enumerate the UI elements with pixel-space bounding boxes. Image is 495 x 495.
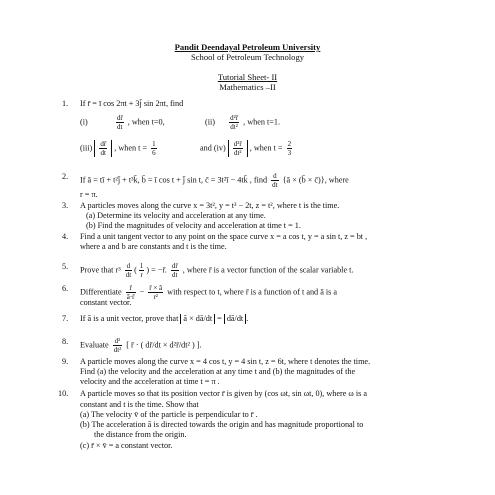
q5-tail: , where r̄ is a vector function of the scalar variable t. (182, 265, 354, 275)
q3-part-a: (a) Determine its velocity and acceleration at any time. (86, 211, 266, 220)
q1-p3-frac (99, 140, 107, 157)
q2-text (80, 172, 349, 189)
q7-rhs: dā/dt (224, 314, 246, 324)
q1-part-i (80, 114, 165, 131)
q10-text: A particle moves so that its position vector r̄ is given by (cos ωt, sin ωt, 0), where ω is a (80, 389, 367, 398)
q2-number: 2. (62, 172, 69, 181)
q1-p4-frac (233, 140, 243, 157)
q1-part-ii-derivative (229, 114, 239, 131)
q1-part-iii-abs (94, 140, 112, 157)
q5-reciprocal (139, 262, 145, 279)
q7-eq: = (217, 314, 222, 323)
q1-p2-num: d²r̄ (230, 114, 239, 122)
q6-continuation: constant vector. (80, 298, 132, 307)
q2-d-num: d (273, 172, 277, 180)
q10-part-a: (a) The velocity v̄ of the particle is perpendicular to r̄ . (80, 410, 258, 419)
q6-f1-num: r̄ (126, 284, 136, 293)
q8-pre: Evaluate (80, 340, 109, 350)
q1-p1-den: dt (117, 123, 123, 131)
q1-p1-num: dr̄ (116, 114, 123, 122)
q8-d-num: d² (114, 337, 121, 345)
q7-lhs: ā × dā/dt (180, 314, 215, 324)
q1-part-iv-abs (228, 140, 248, 157)
q9-text: A particle moves along the curve x = 4 cos t, y = 4 sin t, z = 6t, where t denotes the time. (80, 357, 371, 366)
q1-p4-den: dt² (233, 149, 242, 157)
q6-frac2 (148, 284, 163, 301)
sheet-title: Tutorial Sheet- II (217, 72, 278, 82)
q8-derivative (113, 337, 123, 354)
q5-dr-dt (171, 262, 179, 279)
q5-d-den: dt (125, 271, 132, 279)
q6-number: 6. (62, 284, 69, 293)
q4-number: 4. (62, 232, 69, 241)
q6-f2-den: r² (153, 293, 158, 301)
q1-p2-text: , when t=1. (243, 117, 281, 127)
q1-p4-val-num: 2 (287, 140, 292, 148)
q8-body: [ r̄ · ( dr̄/dt × d²r̄/dt² ) ]. (126, 340, 202, 350)
q1-p3-text: , when t = (114, 143, 148, 153)
q1-p4-value (287, 140, 293, 157)
q1-p1-text: , when t=0, (127, 117, 165, 127)
q8-text (80, 337, 202, 354)
q2-stem: If ā = tī + t²j̄ + t³k̄, b̄ = ī cos t + j̄ sin t, c̄ = 3t²ī − 4tk̄ , find (80, 175, 268, 185)
q7-pre: If ā is a unit vector, prove that (80, 314, 179, 323)
q5-text (80, 262, 353, 279)
q5-dr-den: dt (172, 271, 178, 279)
q6-tail: with respect to t, where r̄ is a function of t and ā is a (167, 287, 338, 297)
q2-derivative (271, 172, 278, 189)
q1-part-iii-tag: (iii) (80, 143, 93, 153)
q1-part-i-tag: (i) (80, 117, 88, 127)
q6-minus: − (139, 287, 145, 297)
q1-part-ii-tag: (ii) (205, 117, 216, 127)
q9-continuation-1: Find (a) the velocity and the acceleration at any time t and (b) the magnitudes of the (80, 367, 356, 376)
q2-tail: {ā × (b̄ × c̄)}, where (282, 175, 349, 185)
q3-number: 3. (62, 201, 69, 210)
q10-part-b-line1: (b) The acceleration ā is directed towards the origin and has magnitude proportional to (80, 420, 364, 429)
q5-dr-num: dr̄ (171, 262, 178, 270)
q4-text: Find a unit tangent vector to any point on the space curve x = a cos t, y = a sin t, z = bt , (80, 232, 368, 241)
q6-pre: Differentiate (80, 287, 122, 297)
q10-continuation: constant and t is the time. Show that (80, 400, 199, 409)
q1-p4-val-den: 3 (287, 149, 292, 157)
q1-part-iv (200, 140, 294, 157)
q2-continuation: r = π. (80, 190, 98, 199)
q1-p4-num: d²r̄ (233, 140, 242, 148)
q5-paren: ( (134, 265, 137, 275)
q5-derivative (125, 262, 132, 279)
q5-number: 5. (62, 262, 69, 271)
q7-text (80, 314, 248, 324)
q1-part-i-derivative (116, 114, 124, 131)
q9-continuation-2: velocity and the acceleration at time t = π . (80, 377, 220, 386)
q1-p2-den: dt² (230, 123, 238, 131)
q4-continuation: where a and b are constants and t is the time. (80, 242, 227, 251)
q5-d-num: d (126, 262, 131, 270)
q5-mid: = −r̄. (151, 265, 167, 275)
q5-r-den: r (140, 271, 143, 279)
q1-part-iii (80, 140, 159, 157)
q1-p3-val-den: 6 (152, 149, 156, 157)
q1-number: 1. (62, 99, 69, 108)
q3-text: A particles moves along the curve x = 3t², y = t³ − 2t, z = t², where t is the time. (80, 201, 340, 210)
q10-part-b-line2: the distance from the origin. (94, 430, 187, 439)
q10-part-c: (c) r̄ × v̄ = a constant vector. (80, 441, 173, 450)
school-name: School of Petroleum Technology (190, 52, 305, 62)
q5-paren-close: ) (146, 265, 150, 275)
q2-d-den: dt (272, 181, 278, 189)
q1-p3-val-num: 1 (152, 140, 156, 148)
subject-name: Mathematics –II (219, 82, 276, 92)
q6-f1-den: ā·r̄ (126, 293, 135, 301)
q3-part-b: (b) Find the magnitudes of velocity and acceleration at time t = 1. (86, 221, 301, 230)
q5-pre: Prove that r³ (80, 265, 121, 275)
university-title: Pandit Deendayal Petroleum University (174, 42, 321, 52)
q1-part-ii (205, 114, 280, 131)
q9-number: 9. (62, 357, 69, 366)
q1-stem: If r̄ = ī cos 2πt + 3j̄ sin 2πt, find (80, 99, 184, 108)
document-header (0, 42, 495, 92)
q1-p3-num: dr̄ (100, 140, 107, 148)
q10-number: 10. (58, 389, 69, 398)
q7-end: . (246, 314, 249, 323)
q1-p4-text: , when t = (249, 143, 283, 153)
q6-f2-num: r̄ × ā (149, 284, 163, 292)
q7-number: 7. (62, 314, 69, 323)
q8-number: 8. (62, 337, 69, 346)
q5-r-num: 1 (139, 262, 144, 270)
q1-p3-den: dt (100, 149, 106, 157)
q1-p3-value (151, 140, 157, 157)
q8-d-den: dt² (113, 346, 122, 354)
q1-part-iv-tag: and (iv) (200, 143, 226, 153)
